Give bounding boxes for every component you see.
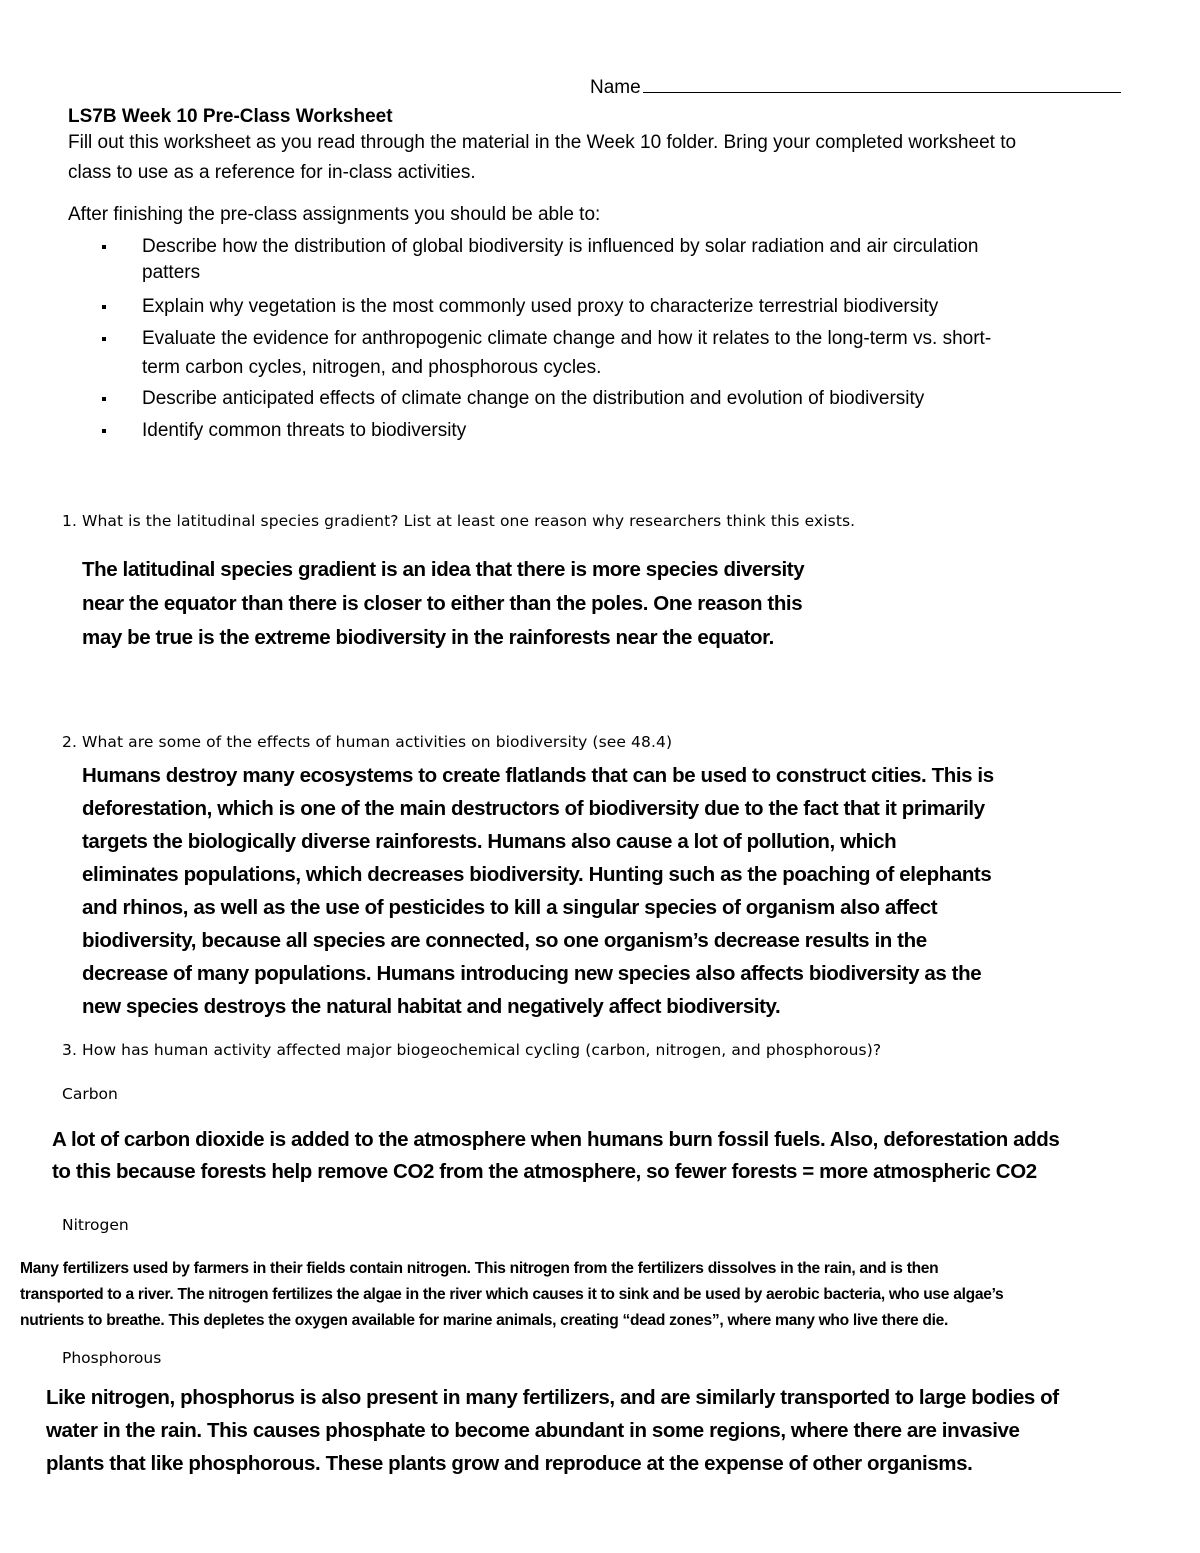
answer-line: nutrients to breathe. This depletes the oxygen available for marine animals, creating “dead zones”, where many who live there die.	[20, 1312, 949, 1329]
name-label: Name	[590, 77, 641, 98]
objective-text: Describe anticipated effects of climate change on the distribution and evolution of biodiversity	[142, 388, 925, 409]
objectives-intro: After finishing the pre-class assignments you should be able to:	[68, 204, 601, 225]
answer-line: transported to a river. The nitrogen fertilizes the algae in the river which causes it to sink and be used by aerobic bacteria, who use algae’s	[20, 1286, 1004, 1303]
bullet-icon	[102, 337, 106, 341]
phosphorous-label: Phosphorous	[62, 1349, 162, 1367]
bullet-icon	[102, 429, 106, 433]
objective-text: Describe how the distribution of global biodiversity is influenced by solar radiation and air circulation	[142, 236, 979, 257]
carbon-label: Carbon	[62, 1085, 118, 1103]
answer-line: Many fertilizers used by farmers in their fields contain nitrogen. This nitrogen from the fertilizers dissolves in the rain, and is then	[20, 1260, 939, 1277]
answer-line: deforestation, which is one of the main destructors of biodiversity due to the fact that it primarily	[82, 797, 985, 820]
objective-text: Explain why vegetation is the most commonly used proxy to characterize terrestrial biodiversity	[142, 296, 939, 317]
instructions-line-1: Fill out this worksheet as you read through the material in the Week 10 folder. Bring your completed worksheet to	[68, 132, 1017, 153]
answer-line: The latitudinal species gradient is an idea that there is more species diversity	[82, 558, 805, 581]
name-blank-line	[643, 74, 1121, 93]
answer-line: near the equator than there is closer to either than the poles. One reason this	[82, 592, 803, 615]
answer-line: and rhinos, as well as the use of pesticides to kill a singular species of organism also affect	[82, 896, 938, 919]
answer-line: new species destroys the natural habitat and negatively affect biodiversity.	[82, 995, 781, 1018]
bullet-icon	[102, 397, 106, 401]
answer-line: plants that like phosphorous. These plants grow and reproduce at the expense of other organisms.	[46, 1452, 973, 1475]
bullet-icon	[102, 305, 106, 309]
worksheet-title: LS7B Week 10 Pre-Class Worksheet	[68, 106, 393, 127]
answer-line: biodiversity, because all species are connected, so one organism’s decrease results in the	[82, 929, 927, 952]
name-field-row	[590, 74, 1121, 99]
instructions-line-2: class to use as a reference for in-class activities.	[68, 162, 476, 183]
nitrogen-label: Nitrogen	[62, 1216, 129, 1234]
question-1: 1. What is the latitudinal species gradient? List at least one reason why researchers think this exists.	[62, 512, 856, 530]
question-2: 2. What are some of the effects of human activities on biodiversity (see 48.4)	[62, 733, 673, 751]
answer-line: Humans destroy many ecosystems to create flatlands that can be used to construct cities. This is	[82, 764, 994, 787]
answer-line: A lot of carbon dioxide is added to the atmosphere when humans burn fossil fuels. Also, deforestation adds	[52, 1128, 1060, 1151]
objective-text: Evaluate the evidence for anthropogenic climate change and how it relates to the long-term vs. short-	[142, 328, 992, 349]
answer-line: water in the rain. This causes phosphate to become abundant in some regions, where there are invasive	[46, 1419, 1020, 1442]
answer-line: Like nitrogen, phosphorus is also present in many fertilizers, and are similarly transported to large bodies of	[46, 1386, 1059, 1409]
answer-line: may be true is the extreme biodiversity in the rainforests near the equator.	[82, 626, 774, 649]
answer-line: targets the biologically diverse rainforests. Humans also cause a lot of pollution, which	[82, 830, 897, 853]
answer-line: decrease of many populations. Humans introducing new species also affects biodiversity as the	[82, 962, 982, 985]
answer-line: eliminates populations, which decreases biodiversity. Hunting such as the poaching of elephants	[82, 863, 992, 886]
objective-text-continued: term carbon cycles, nitrogen, and phosphorous cycles.	[142, 357, 602, 378]
objective-text-continued: patters	[142, 262, 201, 283]
bullet-icon	[102, 245, 106, 249]
answer-line: to this because forests help remove CO2 from the atmosphere, so fewer forests = more atmospheric CO2	[52, 1160, 1037, 1183]
question-3: 3. How has human activity affected major biogeochemical cycling (carbon, nitrogen, and phosphorous)?	[62, 1041, 882, 1059]
objective-text: Identify common threats to biodiversity	[142, 420, 467, 441]
